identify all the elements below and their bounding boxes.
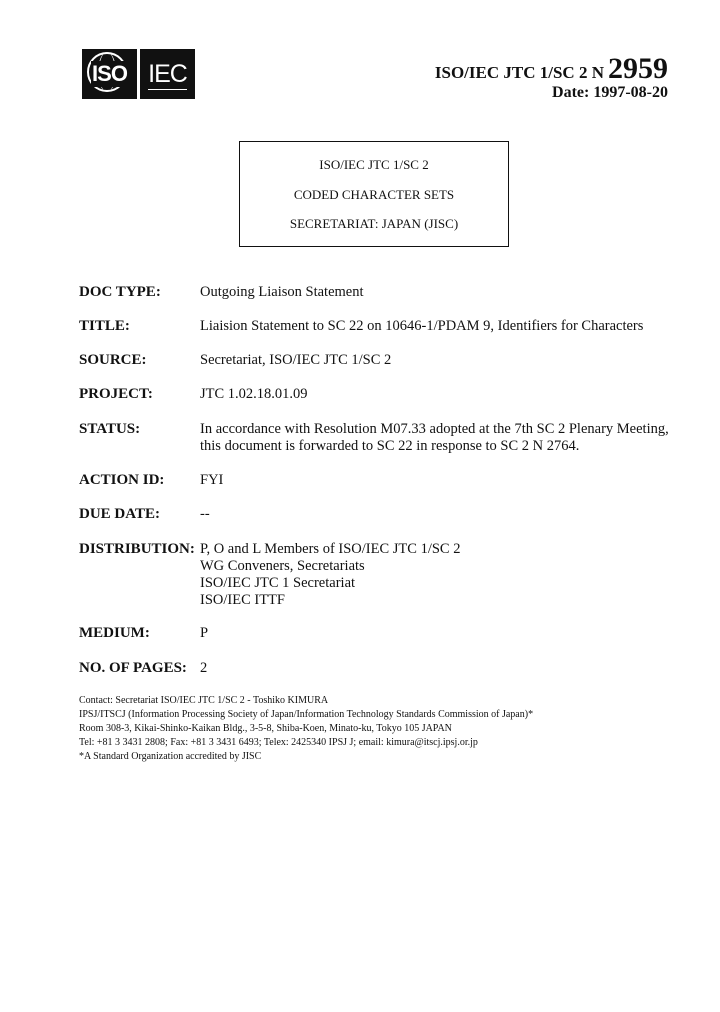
document-number-prefix: ISO/IEC JTC 1/SC 2 N [434, 63, 604, 82]
distribution-line: ISO/IEC ITTF [200, 592, 285, 608]
status-value [200, 421, 669, 455]
document-number [435, 52, 668, 86]
iso-logo-text: ISO [92, 61, 127, 86]
committee-secretariat: SECRETARIAT: JAPAN (JISC) [289, 216, 459, 231]
iec-logo-text: IEC [148, 59, 187, 88]
doc-type-value: Outgoing Liaison Statement [200, 284, 364, 300]
due-date-label: DUE DATE: [79, 506, 160, 522]
action-id-value: FYI [200, 472, 224, 488]
document-number-value: 2959 [608, 52, 668, 85]
header-logos [82, 49, 195, 99]
committee-name: ISO/IEC JTC 1/SC 2 [319, 157, 429, 172]
distribution-line: P, O and L Members of ISO/IEC JTC 1/SC 2 [200, 541, 461, 557]
committee-title: CODED CHARACTER SETS [293, 187, 455, 202]
pages-label: NO. OF PAGES: [79, 660, 187, 676]
document-date: Date: 1997-08-20 [552, 84, 668, 101]
contact-line: Tel: +81 3 3431 2808; Fax: +81 3 3431 6493; Telex: 2425340 IPSJ J; email: kimura@itscj.ipsj.or.jp [79, 737, 478, 748]
distribution-line: ISO/IEC JTC 1 Secretariat [200, 575, 356, 591]
due-date-value: -- [200, 506, 210, 522]
contact-block [79, 694, 639, 764]
distribution-label: DISTRIBUTION: [79, 541, 195, 557]
contact-line: *A Standard Organization accredited by JISC [79, 751, 262, 762]
doc-type-label: DOC TYPE: [79, 284, 161, 300]
committee-box [239, 141, 509, 247]
contact-line: IPSJ/ITSCJ (Information Processing Society of Japan/Information Technology Standards Commission of Japan)* [79, 709, 534, 720]
source-label: SOURCE: [79, 352, 147, 368]
status-label: STATUS: [79, 421, 141, 437]
contact-line: Contact: Secretariat ISO/IEC JTC 1/SC 2 - Toshiko KIMURA [79, 695, 329, 706]
project-label: PROJECT: [79, 386, 153, 402]
iec-logo-underline [148, 89, 187, 93]
iec-logo [140, 49, 195, 99]
iso-logo [82, 49, 137, 99]
distribution-value [200, 541, 460, 609]
project-value: JTC 1.02.18.01.09 [200, 386, 308, 402]
medium-value: P [200, 625, 209, 641]
status-line: this document is forwarded to SC 22 in response to SC 2 N 2764. [200, 438, 580, 454]
action-id-label: ACTION ID: [79, 472, 165, 488]
pages-value: 2 [200, 660, 208, 676]
title-value: Liaision Statement to SC 22 on 10646-1/PDAM 9, Identifiers for Characters [200, 318, 644, 334]
contact-line: Room 308-3, Kikai-Shinko-Kaikan Bldg., 3-5-8, Shiba-Koen, Minato-ku, Tokyo 105 JAPAN [79, 723, 452, 734]
source-value: Secretariat, ISO/IEC JTC 1/SC 2 [200, 352, 392, 368]
title-label: TITLE: [79, 318, 130, 334]
status-line: In accordance with Resolution M07.33 adopted at the 7th SC 2 Plenary Meeting, [200, 421, 669, 437]
medium-label: MEDIUM: [79, 625, 150, 641]
distribution-line: WG Conveners, Secretariats [200, 558, 365, 574]
